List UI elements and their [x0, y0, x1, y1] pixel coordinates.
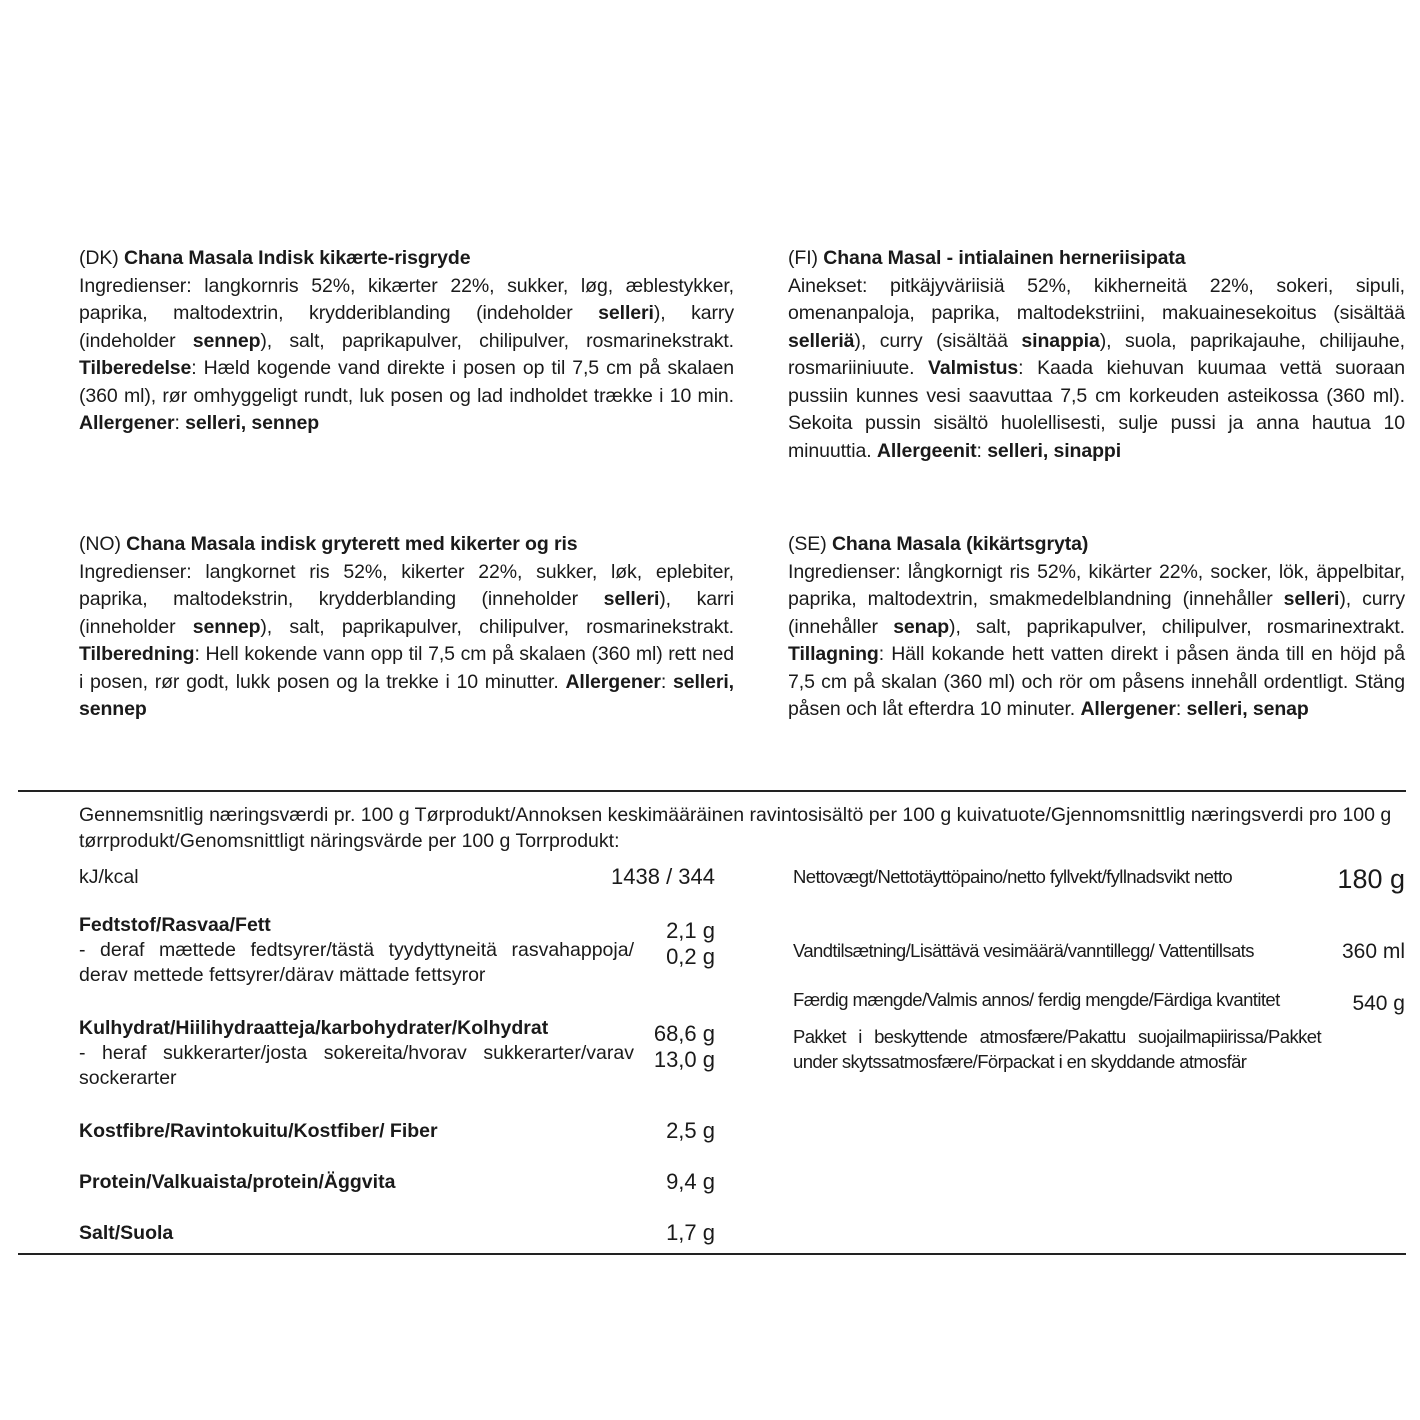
fat-saturated-value: 0,2 g — [666, 944, 715, 969]
fi-label-block — [788, 245, 1405, 465]
fat-value: 2,1 g — [666, 918, 715, 943]
dk-ingredients-1: Ingredienser: langkornris 52%, kikærter 22%, sukker, løg, æblestykker, paprika, maltodextrin, krydderiblanding (indeholder — [79, 274, 734, 324]
se-label-block — [788, 531, 1405, 724]
fi-heading — [788, 245, 1405, 273]
dk-allergen-1: selleri — [598, 302, 654, 324]
dk-prep-text: : Hæld kogende vand direkte i posen op til 7,5 cm på skalaen (360 ml), rør omhyggeligt rundt, luk posen og lad indholdet trække i 10 min. — [79, 357, 734, 407]
salt-label: Salt/Suola — [79, 1222, 174, 1244]
fibre-value: 2,5 g — [666, 1118, 715, 1143]
se-allergen-2: senap — [893, 615, 950, 638]
carbs-sugars-label: - heraf sukkerarter/josta sokereita/hvorav sukkerarter/varav sockerarter — [79, 1042, 634, 1089]
no-ingredients-2: ), karri (inneholder — [79, 588, 734, 638]
fi-allergen-label: Allergeenit — [876, 439, 977, 462]
water-row — [793, 940, 1405, 968]
protective-atmosphere-note: Pakket i beskyttende atmosfære/Pakattu suojailmapiirissa/Pakket under skytssatmosfære/Förpackat i en skyddande atmosfär — [793, 1026, 1321, 1072]
se-ingredients-1: Ingredienser: långkornigt ris 52%, kikärter 22%, socker, lök, äppelbitar, paprika, maltodextrin, smakmedelblandning (innehåller — [788, 560, 1405, 610]
carbs-value: 68,6 g — [653, 1021, 715, 1046]
net-weight-label: Nettovægt/Nettotäyttöpaino/netto fyllvekt/fyllnadsvikt netto — [793, 866, 1233, 887]
ready-amount-label: Færdig mængde/Valmis annos/ ferdig mengde/Färdiga kvantitet — [793, 989, 1280, 1010]
fibre-label: Kostfibre/Ravintokuitu/Kostfiber/ Fiber — [79, 1120, 438, 1142]
fi-ingredients-3: ), suola, paprikajauhe, chilijauhe, rosmariiniuute. — [788, 329, 1405, 379]
ready-amount-value: 540 g — [1352, 992, 1405, 1015]
dk-heading — [79, 245, 734, 273]
energy-label: kJ/kcal — [79, 866, 139, 888]
protein-value: 9,4 g — [666, 1169, 715, 1194]
dk-prep-label: Tilberedelse — [79, 357, 192, 379]
nutrition-top-rule — [18, 790, 1406, 792]
fat-saturated-label: - deraf mættede fedtsyrer/tästä tyydyttyneitä rasvahappoja/ derav mettede fettsyrer/därav mättade fettsyror — [79, 939, 634, 986]
fi-allergen-2: sinappia — [1021, 329, 1100, 352]
fi-code: (FI) — [788, 247, 818, 269]
fi-allergen-1: selleriä — [788, 329, 855, 352]
no-allergen-1: selleri — [603, 588, 660, 610]
fi-ingredients-1: Ainekset: pitkäjyväriisiä 52%, kikherneitä 22%, sokeri, sipuli, omenanpaloja, paprika, maltodekstriini, makuainesekoitus (sisältää — [788, 274, 1405, 324]
dk-allergens: selleri, sennep — [185, 412, 320, 434]
fi-title: Chana Masal - intialainen herneriisipata — [823, 247, 1186, 269]
no-ingredients-1: Ingredienser: langkornet ris 52%, kikerter 22%, sukker, løk, eplebiter, paprika, maltodekstrin, krydderblanding (inneholder — [79, 560, 734, 610]
nutrition-row-fibre — [79, 1118, 715, 1146]
dk-allergen-label: Allergener — [79, 412, 175, 434]
se-allergens: selleri, senap — [1186, 698, 1309, 720]
se-allergen-label: Allergener — [1080, 698, 1176, 720]
nutrition-row-energy — [79, 864, 715, 892]
no-prep-label: Tilberedning — [79, 643, 195, 665]
se-allergen-1: selleri — [1283, 588, 1340, 610]
nutrition-row-protein — [79, 1169, 715, 1197]
fi-prep-text: : Kaada kiehuvan kuumaa vettä suoraan pussiin kunnes vesi saavuttaa 7,5 cm korkeuden asteikossa (360 ml). Sekoita pussin sisältö huolellisesti, sulje pussi ja anna hautua 10 minuuttia. — [788, 357, 1405, 462]
dk-label-block — [79, 245, 734, 438]
no-code: (NO) — [79, 533, 121, 555]
net-weight-row — [793, 866, 1405, 900]
nutrition-bottom-rule — [18, 1253, 1406, 1255]
nutrition-row-salt — [79, 1220, 715, 1248]
water-value: 360 ml — [1341, 940, 1405, 963]
no-allergens: selleri, sennep — [79, 670, 734, 720]
fat-label: Fedtstof/Rasvaa/Fett — [79, 914, 271, 936]
salt-value: 1,7 g — [666, 1220, 715, 1245]
fi-ingredients-2: ), curry (sisältää — [854, 329, 1022, 352]
dk-allergen-sep: : — [174, 412, 186, 434]
dk-ingredients-3: ), salt, paprikapulver, chilipulver, rosmarinekstrakt. — [260, 329, 734, 352]
dk-code: (DK) — [79, 247, 119, 269]
se-heading — [788, 531, 1405, 559]
se-prep-label: Tillagning — [788, 643, 879, 665]
no-ingredients-3: ), salt, paprikapulver, chilipulver, rosmarinekstrakt. — [260, 615, 734, 638]
no-prep-text: : Hell kokende vann opp til 7,5 cm på skalaen (360 ml) rett ned i posen, rør godt, lukk posen og la trekke i 10 minutter. — [79, 643, 734, 693]
no-label-block — [79, 531, 734, 724]
fi-allergens: selleri, sinappi — [987, 439, 1122, 462]
no-allergen-sep: : — [660, 670, 673, 693]
ready-amount-row — [793, 989, 1405, 1019]
no-allergen-2: sennep — [192, 615, 261, 638]
energy-value: 1438 / 344 — [611, 864, 715, 889]
nutrition-row-fat — [79, 912, 715, 992]
nutrition-row-carbs — [79, 1015, 715, 1095]
no-allergen-label: Allergener — [565, 670, 661, 693]
dk-allergen-2: sennep — [192, 329, 261, 352]
no-heading — [79, 531, 734, 559]
net-weight-value: 180 g — [1337, 864, 1405, 894]
protein-label: Protein/Valkuaista/protein/Äggvita — [79, 1171, 396, 1193]
fi-allergen-sep: : — [976, 439, 988, 462]
water-label: Vandtilsætning/Lisättävä vesimäärä/vanntillegg/ Vattentillsats — [793, 940, 1254, 961]
no-title: Chana Masala indisk gryterett med kikerter og ris — [126, 533, 578, 555]
se-ingredients-3: ), salt, paprikapulver, chilipulver, rosmarinextrakt. — [949, 615, 1405, 638]
se-ingredients-2: ), curry (innehåller — [788, 588, 1405, 638]
se-allergen-sep: : — [1175, 698, 1187, 720]
nutrition-intro: Gennemsnitlig næringsværdi pr. 100 g Tørprodukt/Annoksen keskimääräinen ravintosisältö per 100 g kuivatuote/Gjennomsnittlig næringsverdi pro 100 g tørrprodukt/Genomsnittligt näringsvärde per 100 g Torrprodukt: — [79, 804, 1392, 852]
carbs-sugars-value: 13,0 g — [653, 1047, 715, 1072]
se-prep-text: : Häll kokande hett vatten direkt i påsen ända till en höjd på 7,5 cm på skalan (360 ml) och rör om påsens innehåll ordentligt. Stäng påsen och låt efterdra 10 minuter. — [788, 643, 1405, 720]
carbs-label: Kulhydrat/Hiilihydraatteja/karbohydrater/Kolhydrat — [79, 1017, 549, 1039]
dk-title: Chana Masala Indisk kikærte-risgryde — [124, 247, 471, 269]
fi-prep-label: Valmistus — [928, 357, 1019, 379]
dk-ingredients-2: ), karry (indeholder — [79, 302, 734, 352]
se-title: Chana Masala (kikärtsgryta) — [831, 533, 1089, 555]
se-code: (SE) — [788, 533, 827, 555]
